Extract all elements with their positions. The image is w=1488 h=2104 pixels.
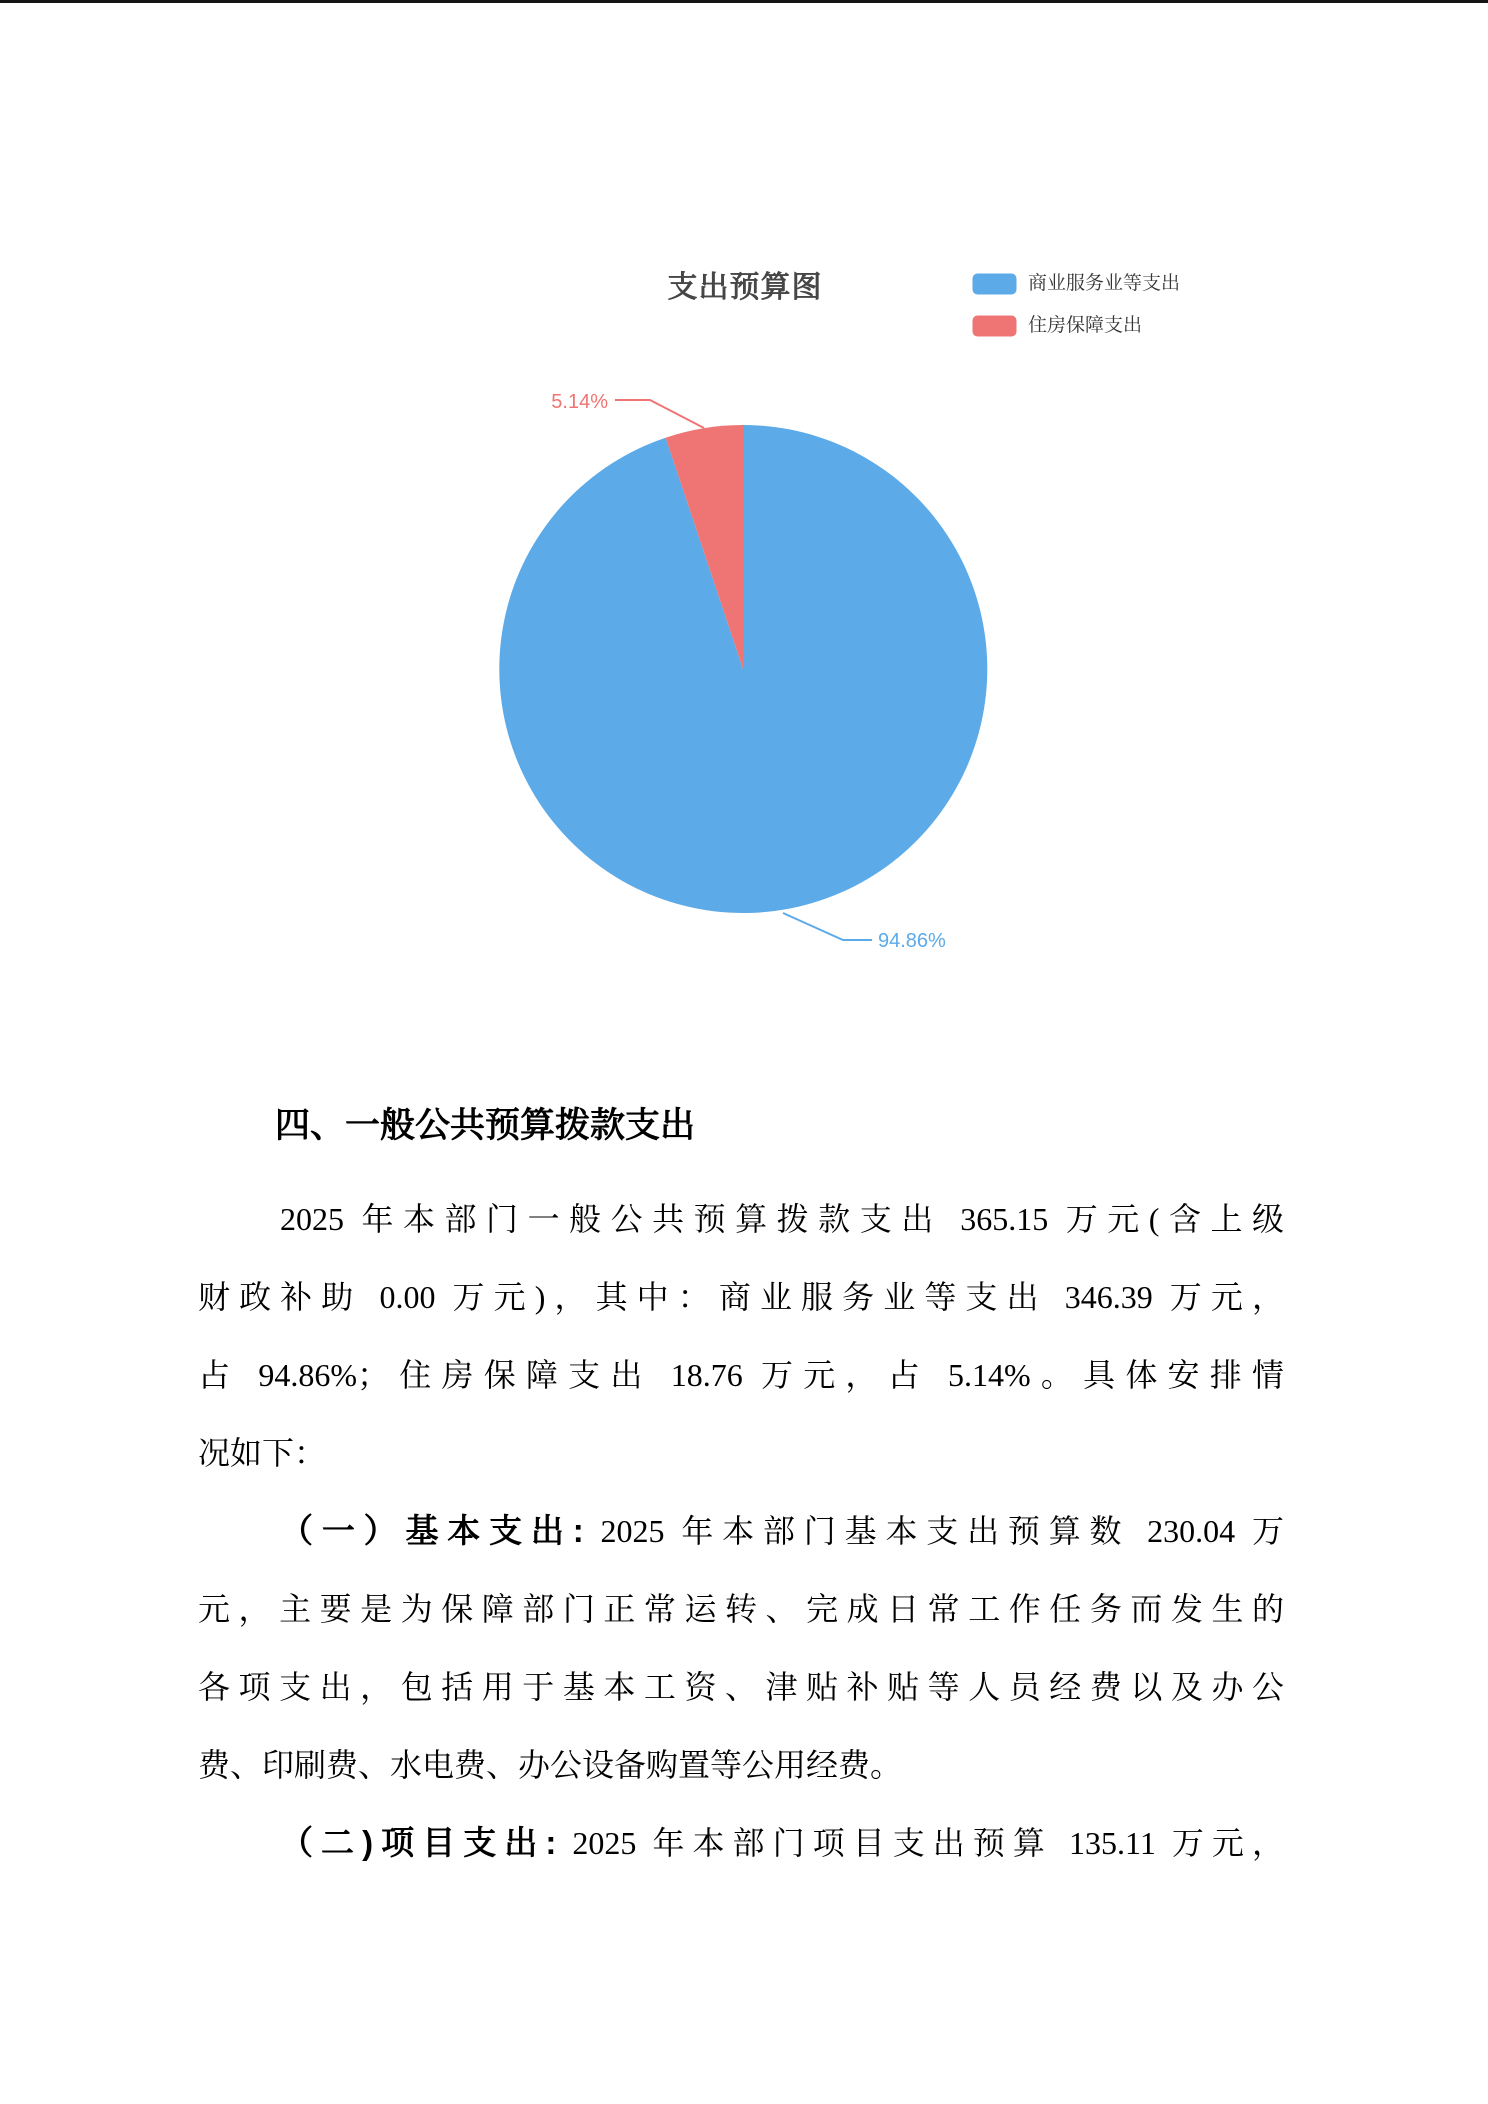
body-line-text: 费、印刷费、水电费、办公设备购置等公用经费。 <box>198 1747 903 1783</box>
chart-legend <box>972 273 1180 337</box>
legend-swatch-housing-icon <box>972 315 1017 337</box>
pie-label-commerce: 94.86% <box>878 930 946 952</box>
legend-item-commerce[interactable] <box>972 273 1180 295</box>
legend-swatch-commerce-icon <box>972 273 1017 295</box>
body-line-text: 况如下： <box>198 1435 327 1471</box>
body-line <box>198 1336 1284 1414</box>
body-line <box>198 1648 1284 1726</box>
body-line-text: 各项支出，包括用于基本工资、津贴补贴等人员经费以及办公 <box>198 1669 1284 1705</box>
legend-label-commerce: 商业服务业等支出 <box>1028 273 1181 294</box>
body-line-text: 2025 年本部门基本支出预算数 230.04 万 <box>583 1513 1284 1549</box>
body-line-bold-lead: （二)项目支出: <box>280 1824 557 1861</box>
page-top-border <box>0 0 1488 3</box>
pie-slice-commerce[interactable] <box>499 425 987 913</box>
body-line <box>198 1726 1284 1804</box>
body-line <box>198 1492 1284 1570</box>
body-line-text: 财政补助 0.00 万元)，其中：商业服务业等支出 346.39 万元， <box>198 1279 1284 1315</box>
body-line-text: 2025 年本部门项目支出预算 135.11 万元， <box>556 1825 1284 1861</box>
body-line-text: 元，主要是为保障部门正常运转、完成日常工作任务而发生的 <box>198 1591 1284 1627</box>
leader-line-commerce <box>783 913 872 940</box>
pie-label-housing: 5.14% <box>551 391 608 413</box>
body-line <box>198 1804 1284 1882</box>
expenditure-pie <box>450 380 1060 980</box>
body-line <box>198 1258 1284 1336</box>
body-line <box>198 1180 1284 1258</box>
body-line-bold-lead: （一）基本支出: <box>280 1512 584 1549</box>
legend-label-housing: 住房保障支出 <box>1028 315 1143 336</box>
legend-item-housing[interactable] <box>972 315 1180 337</box>
chart-title: 支出预算图 <box>667 271 823 304</box>
body-line <box>198 1570 1284 1648</box>
body-line-text: 占 94.86%；住房保障支出 18.76 万元，占 5.14%。具体安排情 <box>198 1357 1284 1393</box>
body-text <box>198 1180 1284 1882</box>
body-line <box>198 1414 1284 1492</box>
leader-line-housing <box>615 400 704 428</box>
body-line-text: 2025 年本部门一般公共预算拨款支出 365.15 万元(含上级 <box>280 1201 1284 1237</box>
section-heading: 四、一般公共预算拨款支出 <box>275 1106 696 1145</box>
